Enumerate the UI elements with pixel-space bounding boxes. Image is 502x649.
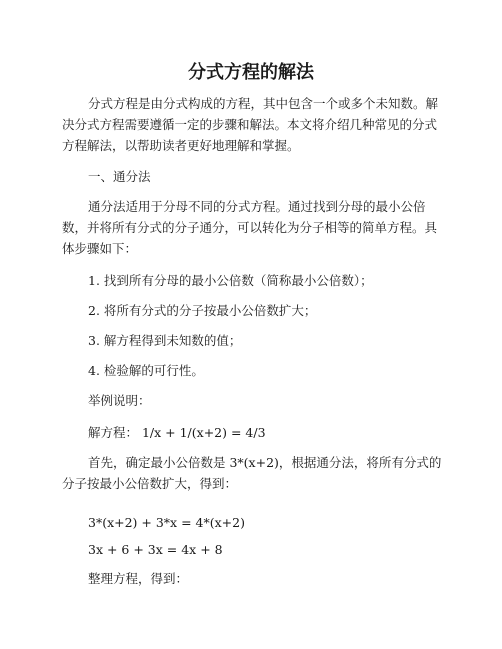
organize-label: 整理方程，得到： (88, 571, 189, 586)
example-equation: 解方程： 1/x + 1/(x+2) = 4/3 (88, 425, 266, 440)
page-title: 分式方程的解法 (188, 62, 314, 83)
section-intro-paragraph: 通分法适用于分母不同的分式方程。通过找到分母的最小公倍数，并将所有分式的分子通分，可以转化为分子相等的简单方程。具体步骤如下： (62, 199, 438, 256)
equation-line-1: 3*(x+2) + 3*x = 4*(x+2) (88, 515, 245, 530)
step-item-2: 2. 将所有分式的分子按最小公倍数扩大； (88, 303, 317, 318)
equation-line-2: 3x + 6 + 3x = 4x + 8 (88, 542, 223, 557)
section-heading: 一、通分法 (88, 169, 151, 184)
step-item-3: 3. 解方程得到未知数的值； (88, 333, 242, 348)
example-explanation: 首先，确定最小公倍数是 3*(x+2)，根据通分法，将所有分式的分子按最小公倍数扩大，得到： (62, 455, 442, 491)
intro-paragraph: 分式方程是由分式构成的方程，其中包含一个或多个未知数。解决分式方程需要遵循一定的步骤和解法。本文将介绍几种常见的分式方程解法，以帮助读者更好地理解和掌握。 (62, 96, 439, 153)
step-item-1: 1. 找到所有分母的最小公倍数（简称最小公倍数）； (88, 273, 373, 288)
step-item-4: 4. 检验解的可行性。 (88, 363, 204, 378)
example-label: 举例说明： (88, 393, 151, 408)
